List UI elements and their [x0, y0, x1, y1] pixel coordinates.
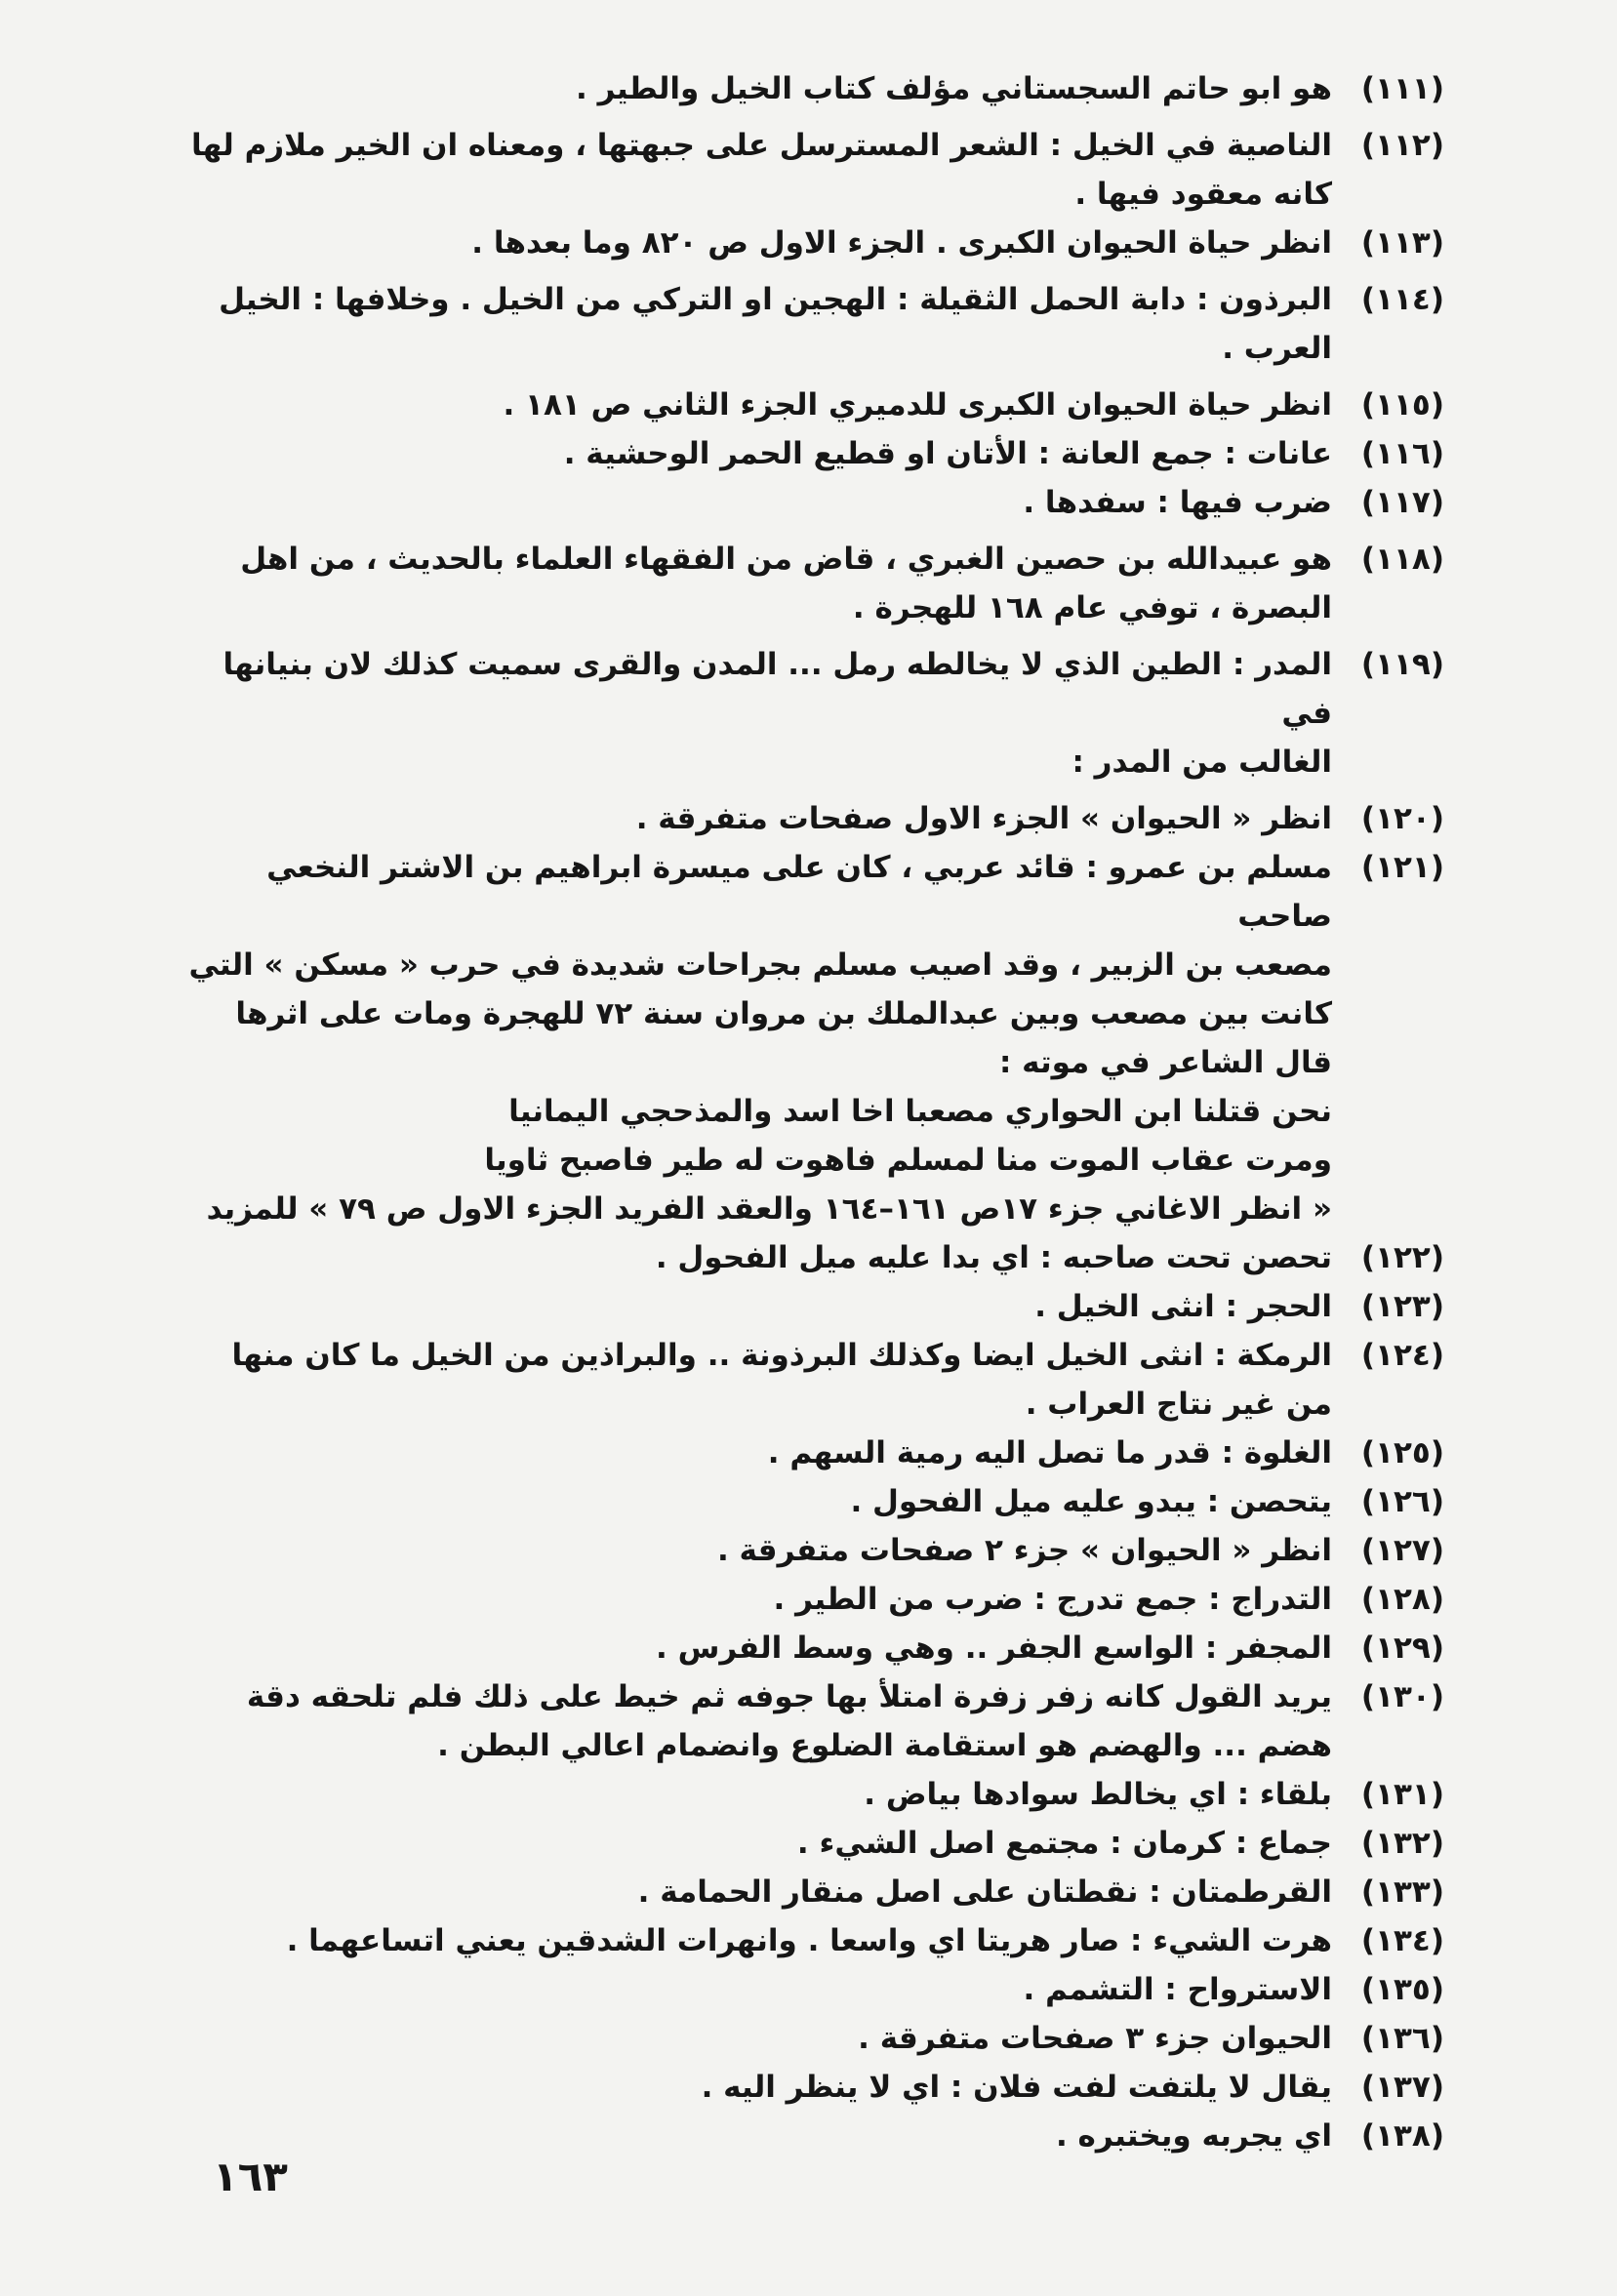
footnote-number: (١٢٨): [1360, 1582, 1444, 1617]
footnote-item: [176, 1233, 1444, 1282]
footnote-line: جماع : كرمان : مجتمع اصل الشيء .: [796, 1826, 1332, 1861]
footnote-line: ضرب فيها : سفدها .: [1023, 485, 1332, 520]
footnote-item: [176, 2014, 1444, 2063]
footnote-text: [176, 478, 1332, 527]
footnote-item: [176, 1282, 1444, 1331]
footnote-text: [176, 121, 1332, 219]
footnote-item: [176, 794, 1444, 843]
footnote-line: كانه معقود فيها .: [1074, 177, 1332, 212]
footnote-line: هرت الشيء : صار هريتا اي واسعا . وانهرات الشدقين يعني اتساعهما .: [286, 1923, 1332, 1958]
footnote-number: (١١١): [1360, 71, 1444, 106]
footnote-item: [176, 2063, 1444, 2112]
footnote-item: [176, 1477, 1444, 1526]
footnote-item: [176, 640, 1444, 786]
footnote-line: البرذون : دابة الحمل الثقيلة : الهجين او التركي من الخيل . وخلافها : الخيل: [219, 282, 1332, 317]
footnote-line: الاسترواح : التشمم .: [1023, 1972, 1332, 2007]
footnote-line: الغلوة : قدر ما تصل اليه رمية السهم .: [767, 1435, 1332, 1470]
footnote-line: تحصن تحت صاحبه : اي بدا عليه ميل الفحول .: [655, 1240, 1332, 1275]
footnote-line: يتحصن : يبدو عليه ميل الفحول .: [850, 1484, 1332, 1519]
footnote-text: [176, 1282, 1332, 1331]
footnote-line: انظر « الحيوان » جزء ٢ صفحات متفرقة .: [716, 1533, 1332, 1568]
footnote-item: [176, 64, 1444, 113]
footnote-item: [176, 1429, 1444, 1477]
footnote-number: (١٣٧): [1360, 2070, 1444, 2105]
footnote-text: [176, 2063, 1332, 2112]
footnote-item: [176, 219, 1444, 267]
footnote-text: [176, 64, 1332, 113]
footnote-item: [176, 1331, 1444, 1429]
footnote-text: [176, 2112, 1332, 2160]
footnote-text: [176, 429, 1332, 478]
footnote-number: (١٢٣): [1360, 1289, 1444, 1324]
footnote-line: التدراج : جمع تدرج : ضرب من الطير .: [773, 1582, 1332, 1617]
footnote-item: [176, 1868, 1444, 1916]
footnote-item: [176, 1819, 1444, 1868]
footnote-number: (١١٦): [1360, 436, 1444, 471]
page-number: ١٦٣: [213, 2153, 288, 2200]
footnote-number: (١٢٥): [1360, 1435, 1444, 1470]
footnote-line: الحجر : انثى الخيل .: [1034, 1289, 1332, 1324]
footnote-line: بلقاء : اي يخالط سوادها بياض .: [864, 1777, 1332, 1812]
footnote-line: مصعب بن الزبير ، وقد اصيب مسلم بجراحات شديدة في حرب « مسكن » التي: [188, 947, 1332, 983]
footnote-number: (١١٧): [1360, 485, 1444, 520]
footnote-number: (١١٨): [1360, 542, 1444, 577]
footnote-number: (١٢٤): [1360, 1338, 1444, 1373]
footnote-line: ومرت عقاب الموت منا لمسلم فاهوت له طير فاصبح ثاويا: [484, 1143, 1332, 1178]
footnote-number: (١٣٢): [1360, 1826, 1444, 1861]
footnote-text: [176, 1429, 1332, 1477]
footnote-line: اي يجربه ويختبره .: [1055, 2118, 1332, 2154]
footnote-line: يريد القول كانه زفر زفرة امتلأ بها جوفه ثم خيط على ذلك فلم تلحقه دقة: [246, 1679, 1332, 1714]
footnote-text: [176, 1672, 1332, 1770]
footnote-line: الحيوان جزء ٣ صفحات متفرقة .: [858, 2021, 1332, 2056]
footnote-text: [176, 1624, 1332, 1672]
footnote-item: [176, 843, 1444, 1233]
footnote-number: (١٣٠): [1360, 1679, 1444, 1714]
footnote-text: [176, 1575, 1332, 1624]
footnote-text: [176, 843, 1332, 1233]
footnote-number: (١٣٨): [1360, 2118, 1444, 2154]
footnote-number: (١٢٧): [1360, 1533, 1444, 1568]
footnote-text: [176, 1526, 1332, 1575]
footnote-number: (١٢١): [1360, 850, 1444, 885]
footnote-item: [176, 1575, 1444, 1624]
footnote-line: المجفر : الواسع الجفر .. وهي وسط الفرس .: [656, 1631, 1332, 1666]
footnote-line: عانات : جمع العانة : الأتان او قطيع الحمر الوحشية .: [563, 436, 1332, 471]
footnote-item: [176, 1672, 1444, 1770]
footnote-item: [176, 1770, 1444, 1819]
footnote-text: [176, 794, 1332, 843]
footnote-line: انظر حياة الحيوان الكبرى للدميري الجزء الثاني ص ١٨١ .: [503, 387, 1332, 423]
footnote-item: [176, 1965, 1444, 2014]
footnote-number: (١٢٢): [1360, 1240, 1444, 1275]
footnote-number: (١١٥): [1360, 387, 1444, 423]
footnote-number: (١٣٤): [1360, 1923, 1444, 1958]
footnote-item: [176, 1526, 1444, 1575]
footnote-text: [176, 1770, 1332, 1819]
footnote-text: [176, 1868, 1332, 1916]
footnote-item: [176, 381, 1444, 429]
footnote-line: هو ابو حاتم السجستاني مؤلف كتاب الخيل والطير .: [576, 71, 1332, 106]
footnote-number: (١٢٦): [1360, 1484, 1444, 1519]
footnote-text: [176, 1477, 1332, 1526]
footnote-number: (١٣١): [1360, 1777, 1444, 1812]
footnote-text: [176, 1331, 1332, 1429]
footnote-number: (١٢٩): [1360, 1631, 1444, 1666]
footnote-number: (١٣٦): [1360, 2021, 1444, 2056]
footnote-item: [176, 121, 1444, 219]
footnote-line: « انظر الاغاني جزء ١٧ص ١٦١–١٦٤ والعقد الفريد الجزء الاول ص ٧٩ » للمزيد: [206, 1191, 1332, 1227]
footnote-line: هضم ... والهضم هو استقامة الضلوع وانضمام اعالي البطن .: [437, 1728, 1332, 1763]
footnote-text: [176, 1819, 1332, 1868]
footnote-item: [176, 1624, 1444, 1672]
footnote-line: من غير نتاج العراب .: [1025, 1387, 1332, 1422]
footnote-text: [176, 219, 1332, 267]
footnote-item: [176, 535, 1444, 632]
footnote-line: هو عبيدالله بن حصين الغبري ، قاض من الفقهاء العلماء بالحديث ، من اهل: [240, 542, 1332, 577]
footnote-text: [176, 1916, 1332, 1965]
footnote-line: قال الشاعر في موته :: [998, 1045, 1332, 1080]
footnote-number: (١١٩): [1360, 647, 1444, 682]
footnote-text: [176, 535, 1332, 632]
footnote-line: انظر حياة الحيوان الكبرى . الجزء الاول ص ٨٢٠ وما بعدها .: [471, 225, 1332, 261]
footnote-number: (١٣٣): [1360, 1874, 1444, 1910]
footnote-line: انظر « الحيوان » الجزء الاول صفحات متفرقة .: [635, 801, 1332, 836]
footnote-line: مسلم بن عمرو : قائد عربي ، كان على ميسرة ابراهيم بن الاشتر النخعي صاحب: [266, 850, 1332, 934]
footnote-item: [176, 1916, 1444, 1965]
footnote-item: [176, 275, 1444, 373]
footnote-text: [176, 640, 1332, 786]
footnote-line: الناصية في الخيل : الشعر المسترسل على جبهتها ، ومعناه ان الخير ملازم لها: [191, 128, 1332, 163]
footnote-item: [176, 2112, 1444, 2160]
footnote-number: (١٢٠): [1360, 801, 1444, 836]
footnote-text: [176, 275, 1332, 373]
footnote-line: كانت بين مصعب وبين عبدالملك بن مروان سنة ٧٢ للهجرة ومات على اثرها: [235, 996, 1332, 1031]
footnote-line: الرمكة : انثى الخيل ايضا وكذلك البرذونة .. والبراذين من الخيل ما كان منها: [231, 1338, 1332, 1373]
footnote-line: البصرة ، توفي عام ١٦٨ للهجرة .: [852, 590, 1332, 625]
footnote-line: المدر : الطين الذي لا يخالطه رمل ... المدن والقرى سميت كذلك لان بنيانها في: [222, 647, 1332, 731]
footnote-number: (١١٢): [1360, 128, 1444, 163]
footnote-line: يقال لا يلتفت لفت فلان : اي لا ينظر اليه .: [701, 2070, 1332, 2105]
footnote-item: [176, 429, 1444, 478]
footnote-line: الغالب من المدر :: [1071, 745, 1332, 780]
footnote-item: [176, 478, 1444, 527]
footnote-line: العرب .: [1222, 331, 1332, 366]
footnote-number: (١٣٥): [1360, 1972, 1444, 2007]
footnote-number: (١١٣): [1360, 225, 1444, 261]
footnote-line: القرطمتان : نقطتان على اصل منقار الحمامة .: [637, 1874, 1332, 1910]
footnote-text: [176, 1965, 1332, 2014]
footnote-number: (١١٤): [1360, 282, 1444, 317]
footnote-line: نحن قتلنا ابن الحواري مصعبا اخا اسد والمذحجي اليمانيا: [508, 1094, 1332, 1129]
footnote-text: [176, 2014, 1332, 2063]
footnote-text: [176, 381, 1332, 429]
footnotes-list: [176, 64, 1444, 2160]
footnote-text: [176, 1233, 1332, 1282]
